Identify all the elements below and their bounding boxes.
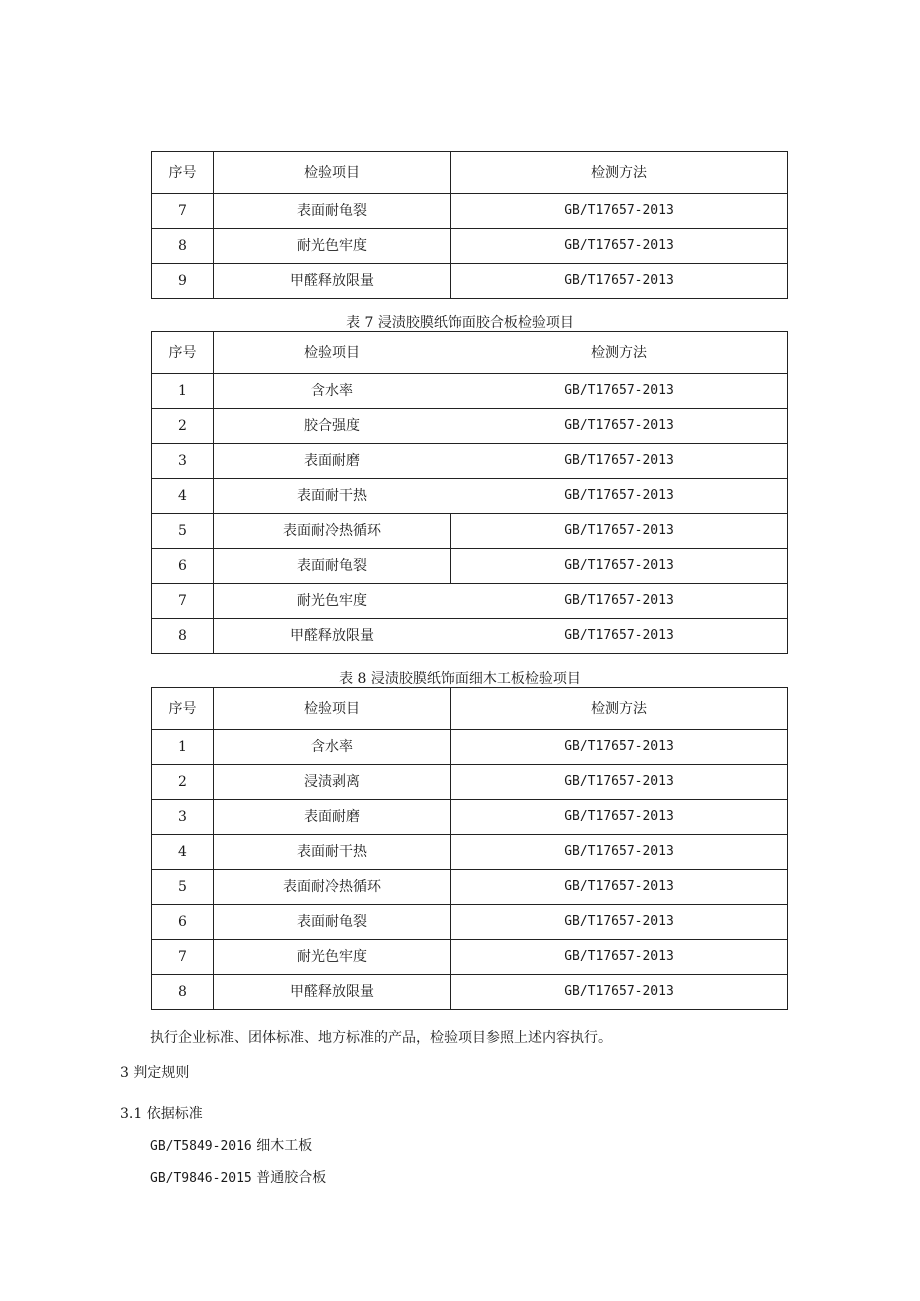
cell-no: 6: [152, 905, 214, 940]
inspection-table-continued: [151, 151, 788, 299]
cell-no: 7: [152, 940, 214, 975]
table-row: [152, 264, 788, 299]
cell-no: 4: [152, 835, 214, 870]
table-row: [152, 619, 788, 654]
table-row: [152, 905, 788, 940]
cell-item: 耐光色牢度: [214, 229, 451, 264]
table-row: [152, 374, 788, 409]
standard-line-2: [150, 1167, 326, 1187]
cell-item: 表面耐龟裂: [214, 549, 451, 584]
header-method: 检测方法: [451, 332, 788, 374]
table-header-row: [152, 332, 788, 374]
header-item: 检验项目: [214, 152, 451, 194]
cell-item: 甲醛释放限量: [214, 264, 451, 299]
cell-method: GB/T17657-2013: [451, 229, 788, 264]
header-no: 序号: [152, 688, 214, 730]
table-row: [152, 229, 788, 264]
cell-no: 1: [152, 374, 214, 409]
cell-item: 表面耐龟裂: [214, 194, 451, 229]
table-row: [152, 800, 788, 835]
cell-item: 耐光色牢度: [214, 940, 451, 975]
table-row: [152, 940, 788, 975]
table-row: [152, 444, 788, 479]
cell-item: 表面耐冷热循环: [214, 870, 451, 905]
cell-no: 3: [152, 444, 214, 479]
cell-no: 8: [152, 975, 214, 1010]
header-no: 序号: [152, 152, 214, 194]
cell-no: 5: [152, 870, 214, 905]
cell-method: GB/T17657-2013: [451, 264, 788, 299]
cell-method: GB/T17657-2013: [451, 800, 788, 835]
inspection-table-8: [151, 687, 788, 1010]
cell-item: 耐光色牢度: [214, 584, 451, 619]
implementation-note: 执行企业标准、团体标准、地方标准的产品，检验项目参照上述内容执行。: [150, 1030, 612, 1046]
cell-no: 5: [152, 514, 214, 549]
cell-no: 7: [152, 194, 214, 229]
cell-item: 胶合强度: [214, 409, 451, 444]
cell-item: 甲醛释放限量: [214, 975, 451, 1010]
table-row: [152, 409, 788, 444]
cell-item: 表面耐干热: [214, 479, 451, 514]
standard-name: 细木工板: [256, 1138, 313, 1154]
cell-item: 表面耐磨: [214, 800, 451, 835]
table-row: [152, 765, 788, 800]
cell-method: GB/T17657-2013: [451, 374, 788, 409]
table-row: [152, 479, 788, 514]
table-row: [152, 549, 788, 584]
cell-method: GB/T17657-2013: [451, 835, 788, 870]
header-no: 序号: [152, 332, 214, 374]
standard-line-1: [150, 1135, 312, 1155]
cell-item: 浸渍剥离: [214, 765, 451, 800]
cell-item: 表面耐冷热循环: [214, 514, 451, 549]
cell-method: GB/T17657-2013: [451, 940, 788, 975]
cell-method: GB/T17657-2013: [451, 409, 788, 444]
cell-method: GB/T17657-2013: [451, 194, 788, 229]
table-row: [152, 514, 788, 549]
cell-method: GB/T17657-2013: [451, 479, 788, 514]
table-header-row: [152, 152, 788, 194]
header-item: 检验项目: [214, 688, 451, 730]
table-row: [152, 730, 788, 765]
cell-no: 2: [152, 765, 214, 800]
table-row: [152, 975, 788, 1010]
cell-item: 表面耐龟裂: [214, 905, 451, 940]
table-row: [152, 835, 788, 870]
cell-method: GB/T17657-2013: [451, 730, 788, 765]
cell-method: GB/T17657-2013: [451, 514, 788, 549]
cell-item: 表面耐干热: [214, 835, 451, 870]
cell-no: 2: [152, 409, 214, 444]
table8-caption: 表 8 浸渍胶膜纸饰面细木工板检验项目: [339, 671, 581, 687]
header-method: 检测方法: [451, 688, 788, 730]
standard-code: GB/T5849-2016: [150, 1139, 252, 1154]
standard-code: GB/T9846-2015: [150, 1171, 252, 1186]
cell-item: 含水率: [214, 730, 451, 765]
table-header-row: [152, 688, 788, 730]
cell-no: 7: [152, 584, 214, 619]
section-heading-3: 3 判定规则: [120, 1065, 190, 1081]
table-row: [152, 870, 788, 905]
cell-item: 含水率: [214, 374, 451, 409]
cell-no: 8: [152, 229, 214, 264]
cell-no: 6: [152, 549, 214, 584]
cell-method: GB/T17657-2013: [451, 549, 788, 584]
cell-method: GB/T17657-2013: [451, 619, 788, 654]
cell-no: 3: [152, 800, 214, 835]
cell-item: 甲醛释放限量: [214, 619, 451, 654]
cell-no: 4: [152, 479, 214, 514]
cell-no: 9: [152, 264, 214, 299]
cell-method: GB/T17657-2013: [451, 584, 788, 619]
cell-method: GB/T17657-2013: [451, 444, 788, 479]
section-heading-3-1: 3.1 依据标准: [120, 1106, 203, 1122]
table-row: [152, 194, 788, 229]
cell-method: GB/T17657-2013: [451, 905, 788, 940]
standard-name: 普通胶合板: [256, 1170, 327, 1186]
table-row: [152, 584, 788, 619]
cell-method: GB/T17657-2013: [451, 870, 788, 905]
inspection-table-7: [151, 331, 788, 654]
cell-method: GB/T17657-2013: [451, 765, 788, 800]
table7-caption: 表 7 浸渍胶膜纸饰面胶合板检验项目: [346, 315, 574, 331]
cell-no: 8: [152, 619, 214, 654]
header-method: 检测方法: [451, 152, 788, 194]
cell-item: 表面耐磨: [214, 444, 451, 479]
cell-no: 1: [152, 730, 214, 765]
cell-method: GB/T17657-2013: [451, 975, 788, 1010]
header-item: 检验项目: [214, 332, 451, 374]
